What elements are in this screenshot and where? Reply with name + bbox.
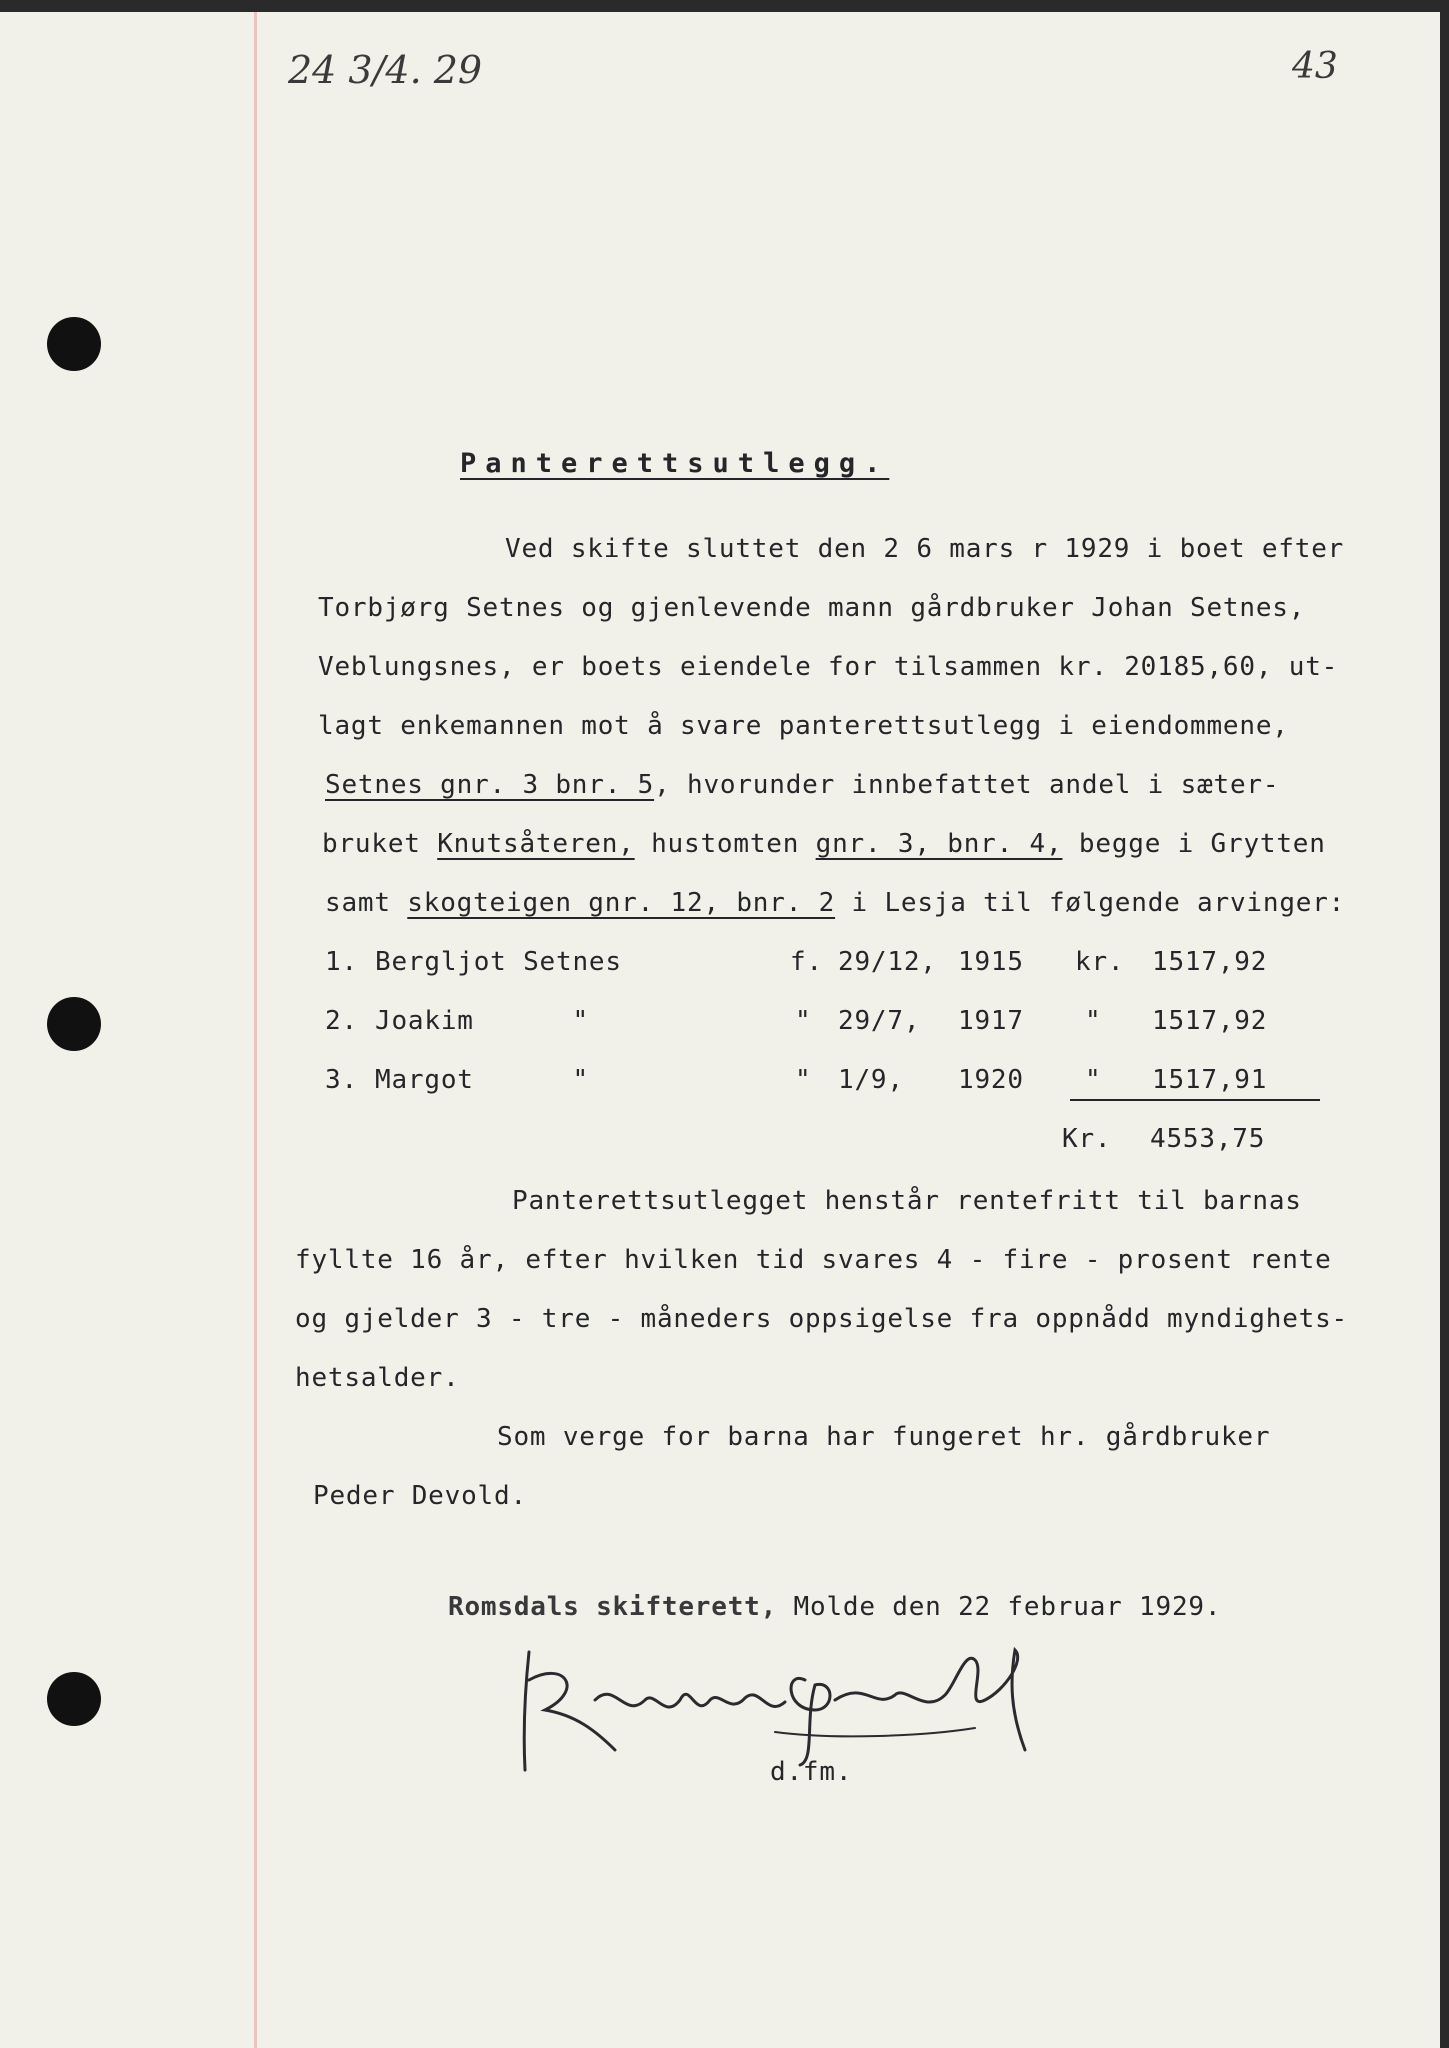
intro-line-3: Veblungsnes, er boets eiendele for tilsammen kr. 20185,60, ut- (318, 652, 1339, 682)
margin-rule (254, 12, 257, 2048)
property-line-1: Setnes gnr. 3 bnr. 5, hvorunder innbefattet andel i sæter- (325, 770, 1280, 800)
hustomten-property: gnr. 3, bnr. 4, (815, 829, 1063, 859)
intro-line-2: Torbjørg Setnes og gjenlevende mann gårdbruker Johan Setnes, (318, 593, 1306, 623)
closing-line: Romsdals skifterett, Molde den 22 februar 1929. (448, 1592, 1222, 1622)
sum-rule (1070, 1099, 1320, 1101)
terms-line-3: og gjelder 3 - tre - måneders oppsigelse fra oppnådd myndighets- (295, 1304, 1349, 1334)
total-amount: 4553,75 (1150, 1124, 1266, 1154)
page-number: 43 (1292, 46, 1338, 87)
struck-court-name: Romsdals skifterett, (448, 1592, 778, 1622)
total-currency: Kr. (1062, 1124, 1112, 1154)
document-page: 24 3/4. 29 43 Panterettsutlegg. Ved skifte sluttet den 2 6 mars r 1929 i boet efter Torbjørg Setnes og gjenlevende mann gårdbruker Johan Setnes, Veblungsnes, er boets eiendele for tilsammen kr. 20185,60, ut- lagt enkemannen mot å svare panterettsutlegg i eiendommene, Setnes gnr. 3 bnr. 5, hvorunder innbefattet andel i sæter- bruket Knutsåteren, hustomten gnr. 3, bnr. 4, begge i Grytten samt skogteigen gnr. 12, bnr. 2 i Lesja til følgende arvinger: 1. Bergljot Setnes f. 29/12, 1915 kr. 1517,92 2. Joakim " " 29/7, 1917 " 1517,92 3. Margot " " 1/9, 1920 " 1517,91 Kr. 4553,75 Panterettsutlegget henstår rentefritt til barnas fyllte 16 år, efter hvilken tid svares 4 - fire - prosent rente og gjelder 3 - tre - måneders oppsigelse fra oppnådd myndighets- hetsalder. Som verge for barna har fungeret hr. gårdbruker Peder Devold. Romsdals skifterett, Molde den 22 februar 1929. d.fm. (0, 12, 1440, 2048)
intro-line-4: lagt enkemannen mot å svare panterettsutlegg i eiendommene, (318, 711, 1289, 741)
punch-hole-middle (47, 997, 101, 1051)
property-line-2: bruket Knutsåteren, hustomten gnr. 3, bnr. 4, begge i Grytten (322, 829, 1326, 859)
punch-hole-top (47, 317, 101, 371)
terms-line-1: Panterettsutlegget henstår rentefritt til barnas (512, 1186, 1302, 1216)
knutsaateren-property: Knutsåteren, (437, 829, 635, 859)
intro-line-1: Ved skifte sluttet den 2 6 mars r 1929 i boet efter (505, 534, 1345, 564)
terms-line-4: hetsalder. (295, 1363, 460, 1393)
property-line-3: samt skogteigen gnr. 12, bnr. 2 i Lesja til følgende arvinger: (325, 888, 1346, 918)
punch-hole-bottom (47, 1672, 101, 1726)
signature-title: d.fm. (770, 1757, 853, 1787)
document-title: Panterettsutlegg. (460, 448, 890, 479)
skogteig-property: skogteigen gnr. 12, bnr. 2 (407, 888, 836, 918)
setnes-property: Setnes gnr. 3 bnr. 5 (325, 770, 655, 800)
guardian-line-1: Som verge for barna har fungeret hr. gårdbruker (497, 1422, 1271, 1452)
folio-annotation: 24 3/4. 29 (288, 48, 483, 92)
guardian-line-2: Peder Devold. (313, 1481, 527, 1511)
terms-line-2: fyllte 16 år, efter hvilken tid svares 4 - fire - prosent rente (295, 1245, 1332, 1275)
